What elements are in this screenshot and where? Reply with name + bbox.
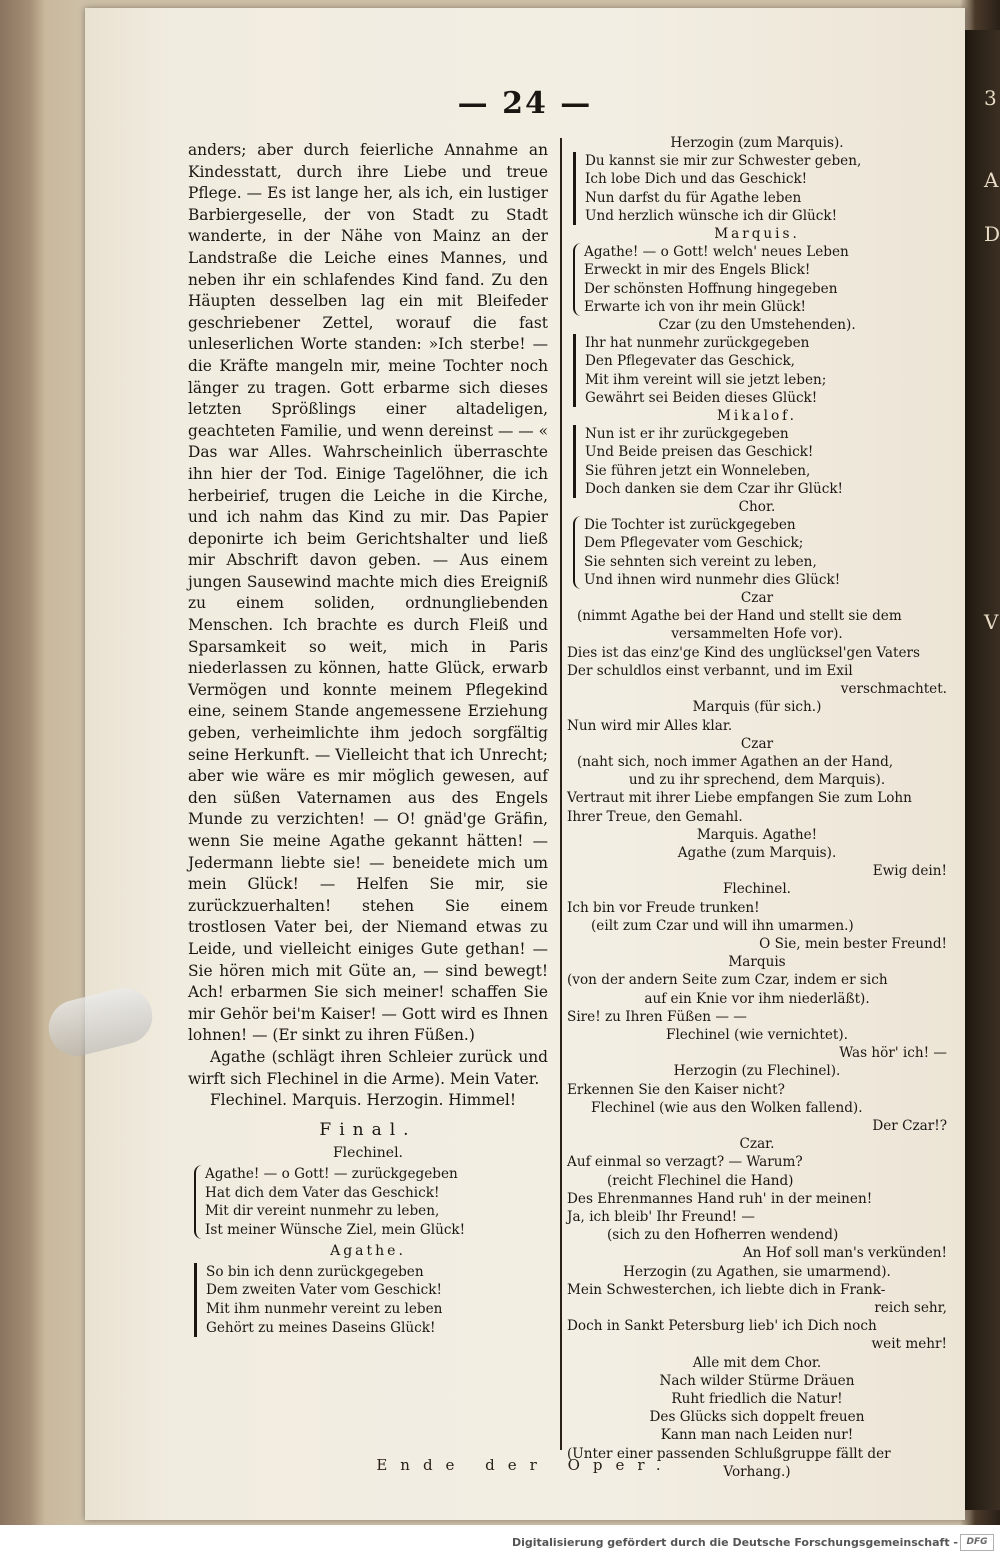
dialogue-line: Czar.	[739, 1136, 775, 1153]
dialogue-line: Mein Schwesterchen, ich liebte dich in Frank-	[567, 1281, 886, 1298]
dialogue-line: (eilt zum Czar und will ihn umarmen.)	[591, 917, 854, 934]
dialogue-line: (von der andern Seite zum Czar, indem er sich	[567, 972, 888, 989]
dialogue-block	[567, 589, 947, 1481]
role-marquis: Marquis.	[714, 226, 800, 243]
adjacent-page-edge	[962, 30, 1000, 1510]
dialogue-line: Ihrer Treue, den Gemahl.	[567, 808, 743, 825]
dialogue-line: Czar	[740, 590, 774, 607]
role-flechinel: Flechinel.	[332, 1145, 404, 1162]
verse-line: Den Pflegevater das Geschick,	[585, 353, 796, 370]
dialogue-line: Flechinel (wie aus den Wolken fallend).	[591, 1099, 863, 1116]
dialogue-line: Nun wird mir Alles klar.	[567, 717, 733, 734]
verse-line: Sie sehnten sich vereint zu leben,	[584, 553, 817, 570]
dialogue-line: Flechinel (wie vernichtet).	[666, 1026, 848, 1043]
dialogue-line: Ich bin vor Freude trunken!	[567, 899, 760, 916]
verse-line: Und ihnen wird nunmehr dies Glück!	[584, 571, 841, 588]
verse-line: Und herzlich wünsche ich dir Glück!	[585, 207, 838, 224]
dialogue-line: Doch in Sankt Petersburg lieb' ich Dich noch	[567, 1318, 877, 1335]
agathe-stage-line: Agathe (schlägt ihren Schleier zurück und wirft sich Flechinel in die Arme). Mein Vater.	[188, 1047, 548, 1088]
verse-flechinel	[194, 1165, 548, 1239]
dialogue-line: (Unter einer passenden Schlußgruppe fällt der	[567, 1445, 891, 1462]
verse-marquis	[573, 243, 947, 316]
role-herzogin: Herzogin (zum Marquis).	[670, 135, 844, 151]
role-mikalof: Mikalof.	[716, 408, 797, 425]
dialogue-line: (sich zu den Hofherren wendend)	[607, 1227, 839, 1244]
dialogue-line: Ewig dein!	[872, 863, 947, 880]
page-number: — 24 —	[457, 86, 593, 121]
book-page	[85, 8, 965, 1520]
dialogue-line: Agathe (zum Marquis).	[677, 844, 837, 861]
verse-line: Die Tochter ist zurückgegeben	[584, 517, 796, 534]
dialogue-line: (naht sich, noch immer Agathen an der Hand,	[577, 753, 894, 770]
dialogue-line: Marquis (für sich.)	[692, 699, 822, 716]
end-of-opera: Ende der Oper.	[376, 1456, 674, 1474]
dialogue-line: Was hör' ich! —	[839, 1045, 947, 1062]
verse-line: Gewährt sei Beiden dieses Glück!	[585, 389, 818, 406]
verse-line: Dem Pflegevater vom Geschick;	[584, 535, 804, 552]
verse-line: So bin ich denn zurückgegeben	[206, 1263, 424, 1280]
dialogue-line: Ruht friedlich die Natur!	[671, 1391, 843, 1408]
verse-line: Agathe! — o Gott! — zurückgegeben	[205, 1165, 458, 1182]
dialogue-line: und zu ihr sprechend, dem Marquis).	[628, 772, 886, 789]
dialogue-line: Des Ehrenmannes Hand ruh' in der meinen!	[567, 1190, 873, 1207]
verse-line: Mit ihm vereint will sie jetzt leben;	[585, 371, 827, 388]
dialogue-line: Dies ist das einz'ge Kind des unglücksel'gen Vaters	[567, 644, 920, 661]
verse-line: Nun ist er ihr zurückgegeben	[585, 426, 789, 443]
dialogue-line: Auf einmal so verzagt? — Warum?	[567, 1154, 803, 1171]
dialogue-line: auf ein Knie vor ihm niederläßt).	[644, 990, 870, 1007]
verse-line: Gehört zu meines Daseins Glück!	[206, 1319, 436, 1336]
edge-glyph: A	[984, 168, 999, 192]
verse-mikalof	[573, 425, 947, 498]
footer-bar	[0, 1527, 1000, 1556]
verse-line: Du kannst sie mir zur Schwester geben,	[585, 153, 862, 170]
dialogue-line: Czar	[740, 735, 774, 752]
verse-line: Erwarte ich von ihr mein Glück!	[584, 298, 807, 315]
column-divider	[560, 138, 562, 1450]
verse-line: Mit ihm nunmehr vereint zu leben	[206, 1301, 443, 1318]
dialogue-line: Alle mit dem Chor.	[692, 1354, 822, 1371]
role-agathe: Agathe.	[330, 1243, 406, 1260]
dialogue-line: O Sie, mein bester Freund!	[759, 935, 947, 952]
role-chor: Chor.	[738, 499, 776, 516]
dialogue-line: An Hof soll man's verkünden!	[742, 1245, 947, 1262]
left-column	[188, 140, 548, 1337]
dialogue-line: weit mehr!	[871, 1336, 947, 1353]
dialogue-line: Marquis	[728, 954, 786, 971]
monologue-text: anders; aber durch feierliche Annahme an Kindesstatt, durch ihre Liebe und treue Pflege. — Es ist lange her, als ich, ein lustiger Barbiergeselle, der von Stadt zu Stadt wanderte, in der Nähe von Mainz an der Landstraße die Leiche eines Mannes, und neben ihr ein schlafendes Kind fand. Zu den Häupten desselben lag ein mit Bleifeder geschriebener Zettel, worauf die fast unleserlichen Worte standen: »Ich sterbe! — die Kräfte mangeln mir, meine Tochter noch länger zu tragen. Gott erbarme sich dieses letzten Sprößlings einer altadeligen, geachteten Familie, und wenn dereinst — — « Das war Alles. Wahrscheinlich überraschte ihn hier der Tod. Einige Tagelöhner, die ich herbeirief, trugen die Leiche in die Kirche, und ich nahm das Kind zu mir. Das Papier deponirte ich beim Gerichtshalter und ließ mir Abschrift davon geben. — Aus einem jungen Sausewind machte mich dies Ereigniß zu einem soliden, ordnungliebenden Menschen. Ich brachte es durch Fleiß und Sparsamkeit so weit, mich in Paris niederlassen zu können, hatte Glück, erwarb Vermögen und konnte meinem Pflegekind eine, seinem Stande angemessene Erziehung geben, verheimlichte ihm jedoch sorgfältig seine Herkunft. — Vielleicht that ich Unrecht; aber wie wäre es mir möglich gewesen, auf den süßen Vaternamen aus des Engels Munde zu verzichten! — O! gnäd'ge Gräfin, wenn Sie meine Agathe gekannt hätten! — Jedermann liebte sie! — beneidete mich um mein Glück! — Helfen Sie mir, sie zurückzuerhalten! stehen Sie einem trostlosen Vater bei, der Niemand etwas zu Leide, und vielleicht einiges Gute gethan! — Sie hören mich mit Güte an, — sind bewegt! Ach! erbarmen Sie sich meiner! schaffen Sie mir Gehör bei'm Kaiser! — Gott wird es Ihnen lohnen! — (Er sinkt zu ihren Füßen.)	[188, 141, 548, 1045]
verse-line: Ihr hat nunmehr zurückgegeben	[585, 335, 810, 352]
verse-line: Dem zweiten Vater vom Geschick!	[206, 1282, 442, 1299]
dialogue-line: Vorhang.)	[723, 1463, 791, 1480]
dialogue-line: Herzogin (zu Flechinel).	[673, 1063, 841, 1080]
verse-line: Nun darfst du für Agathe leben	[585, 189, 802, 206]
dialogue-line: Sire! zu Ihren Füßen — —	[567, 1008, 747, 1025]
dfg-logo: DFG	[960, 1534, 994, 1551]
verse-chor	[573, 516, 947, 589]
verse-line: Erweckt in mir des Engels Blick!	[584, 262, 811, 279]
dialogue-line: Vertraut mit ihrer Liebe empfangen Sie zum Lohn	[567, 790, 912, 807]
edge-glyph: 3	[984, 86, 997, 110]
right-column	[567, 134, 947, 1481]
dialogue-line: Flechinel.	[722, 881, 791, 898]
dialogue-line: Erkennen Sie den Kaiser nicht?	[567, 1081, 785, 1098]
verse-agathe	[194, 1263, 548, 1337]
dialogue-line: versammelten Hofe vor).	[671, 626, 843, 643]
dialogue-line: (nimmt Agathe bei der Hand und stellt sie dem	[577, 608, 902, 625]
verse-line: Ich lobe Dich und das Geschick!	[585, 171, 808, 188]
role-czar: Czar (zu den Umstehenden).	[658, 317, 856, 334]
verse-line: Sie führen jetzt ein Wonneleben,	[585, 462, 811, 479]
edge-glyph: D	[984, 222, 1000, 246]
verse-line: Der schönsten Hoffnung hingegeben	[584, 280, 838, 297]
funding-notice: Digitalisierung gefördert durch die Deutsche Forschungsgemeinschaft -	[511, 1536, 958, 1549]
himmel-line: Flechinel. Marquis. Herzogin. Himmel!	[210, 1091, 517, 1110]
dialogue-line: reich sehr,	[874, 1300, 947, 1316]
verse-line: Doch danken sie dem Czar ihr Glück!	[585, 480, 844, 497]
dialogue-line: Herzogin (zu Agathen, sie umarmend).	[623, 1263, 891, 1280]
dialogue-line: Ja, ich bleib' Ihr Freund! —	[567, 1208, 755, 1225]
verse-line: Agathe! — o Gott! welch' neues Leben	[584, 244, 849, 261]
dialogue-line: Der schuldlos einst verbannt, und im Exil	[567, 662, 853, 679]
dialogue-line: Marquis. Agathe!	[696, 826, 818, 843]
verse-herzogin	[573, 152, 947, 225]
dialogue-line: Der Czar!?	[872, 1117, 947, 1134]
verse-line: Hat dich dem Vater das Geschick!	[205, 1184, 440, 1201]
edge-glyph: V	[984, 610, 999, 634]
dialogue-line: Des Glücks sich doppelt freuen	[649, 1409, 865, 1426]
verse-line: Ist meiner Wünsche Ziel, mein Glück!	[205, 1221, 466, 1238]
dialogue-line: verschmachtet.	[840, 681, 947, 698]
final-title: Final.	[319, 1119, 417, 1140]
dialogue-line: (reicht Flechinel die Hand)	[607, 1172, 794, 1189]
verse-line: Und Beide preisen das Geschick!	[585, 444, 814, 461]
dialogue-line: Nach wilder Stürme Dräuen	[659, 1372, 855, 1389]
verse-line: Mit dir vereint nunmehr zu leben,	[205, 1203, 440, 1220]
dialogue-line: Kann man nach Leiden nur!	[660, 1427, 854, 1444]
verse-czar	[573, 334, 947, 407]
